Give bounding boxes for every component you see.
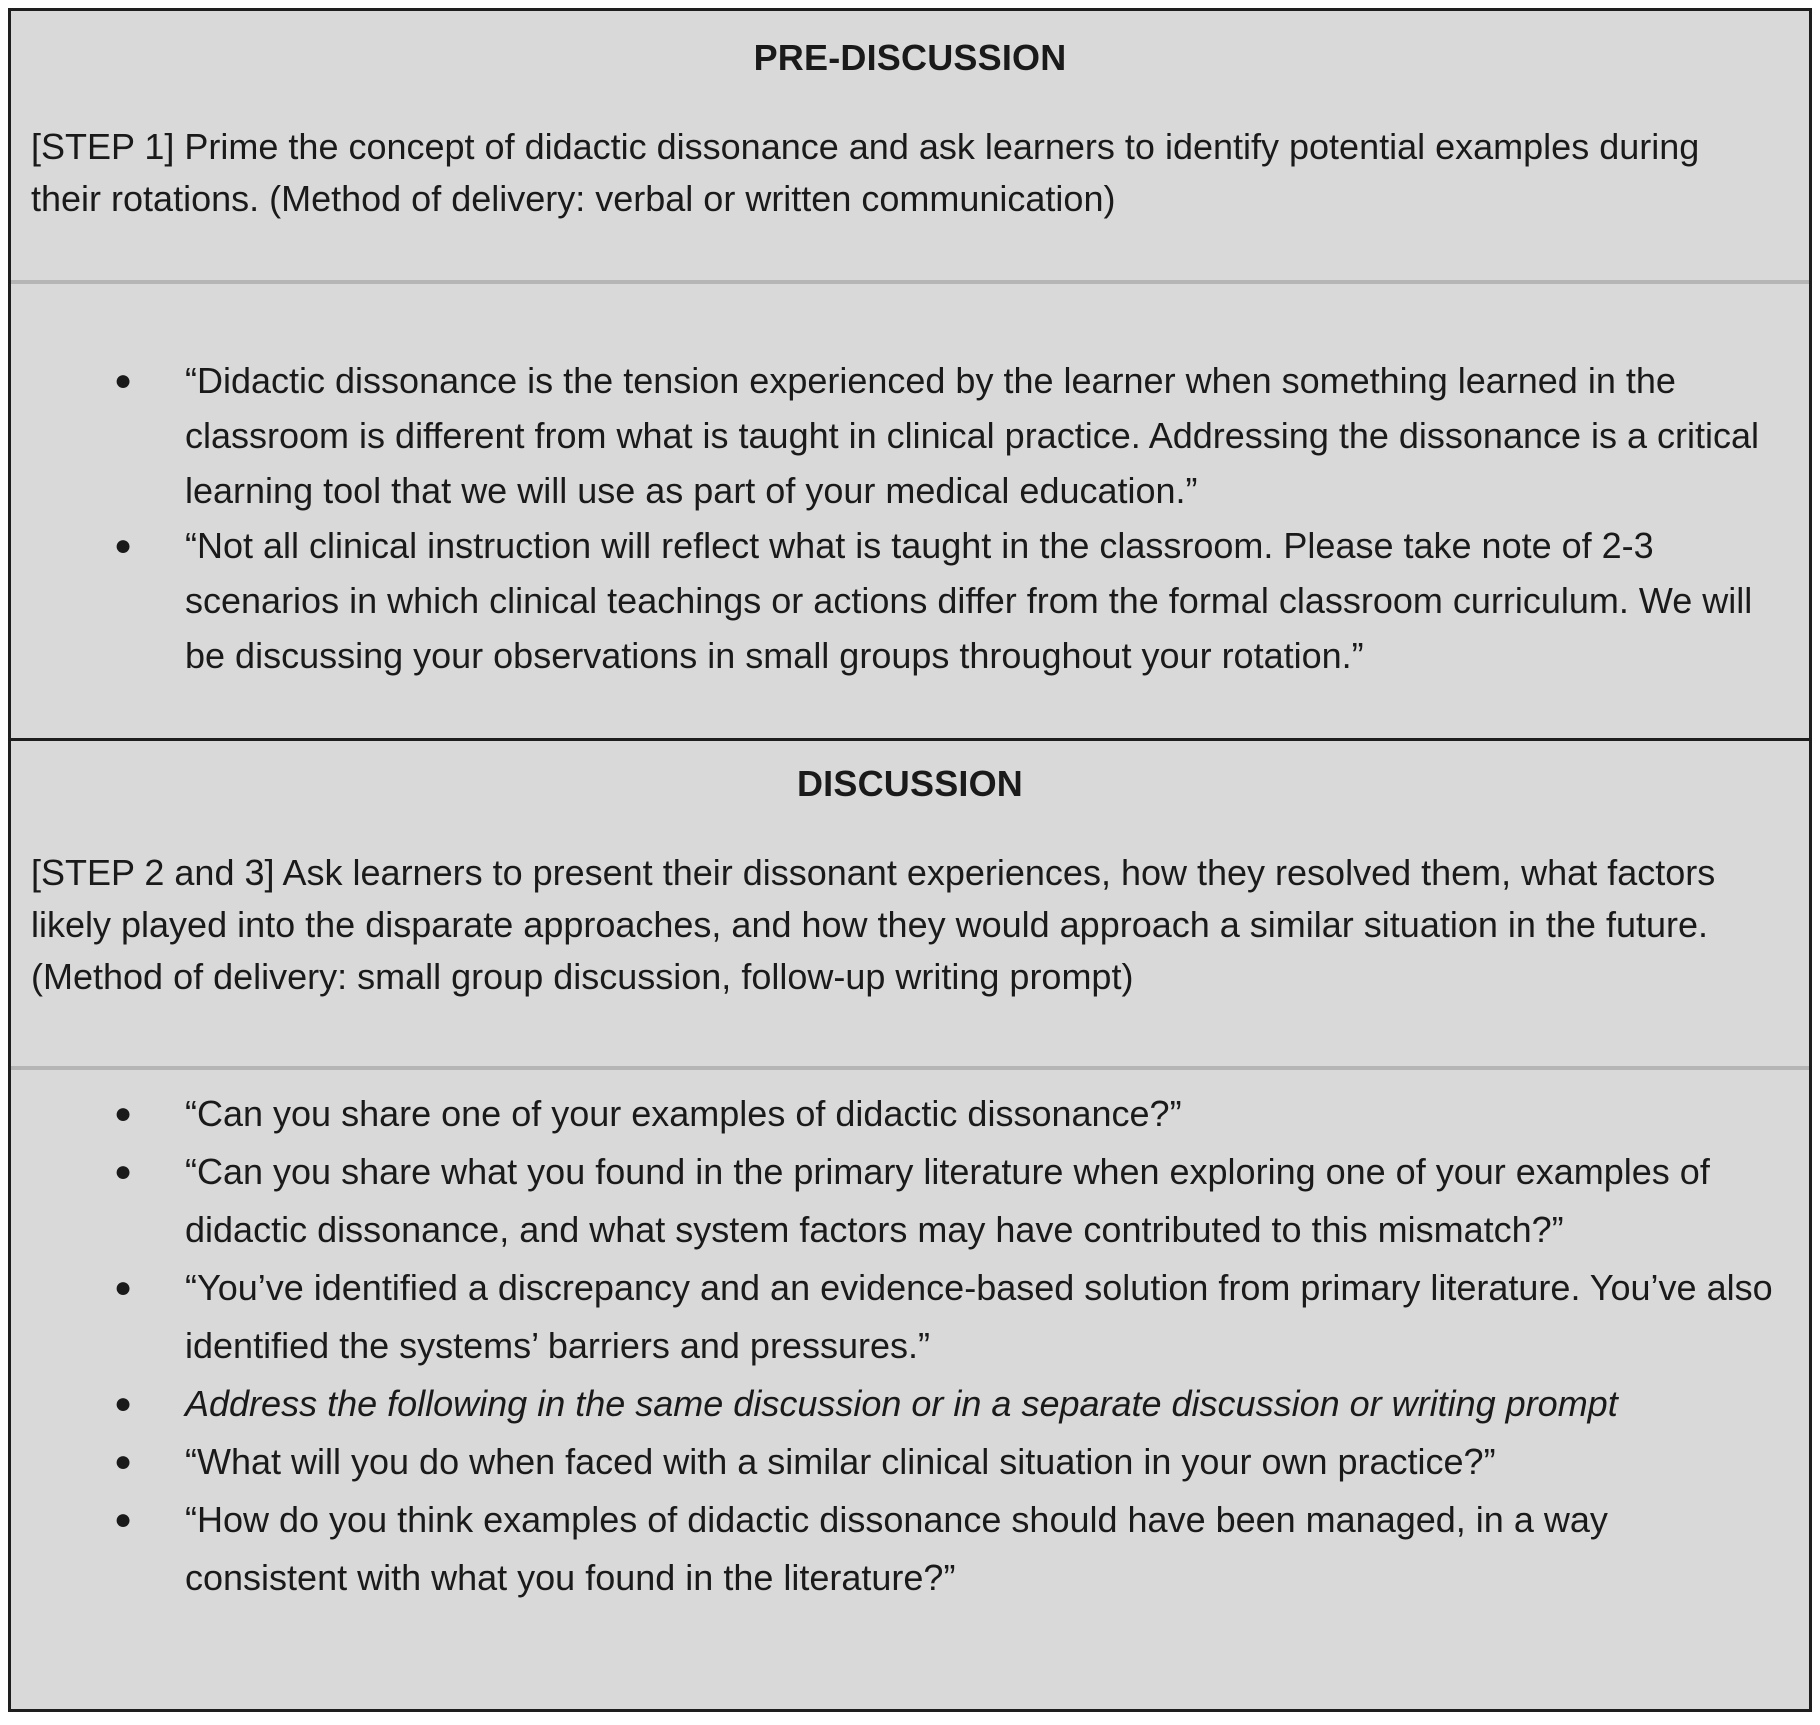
bullet-icon: ● xyxy=(114,364,133,397)
bullet-icon: ● xyxy=(114,1155,133,1188)
pre-discussion-divider xyxy=(11,280,1809,284)
list-item xyxy=(11,518,1809,683)
discussion-section xyxy=(11,741,1809,1709)
list-item xyxy=(11,1375,1809,1433)
discussion-divider xyxy=(11,1066,1809,1070)
framework-table xyxy=(8,8,1812,1712)
list-item-text: “What will you do when faced with a similar clinical situation in your own practice?” xyxy=(185,1441,1496,1482)
bullet-icon: ● xyxy=(114,1445,133,1478)
bullet-icon: ● xyxy=(114,529,133,562)
list-item xyxy=(11,1143,1809,1259)
list-item xyxy=(11,1259,1809,1375)
bullet-icon: ● xyxy=(114,1503,133,1536)
list-item-text: “Not all clinical instruction will reflect what is taught in the classroom. Please take note of 2-3 scenarios in which clinical teachings or actions differ from the formal classroom curriculum. We will be discussing your observations in small groups throughout your rotation.” xyxy=(185,525,1753,676)
pre-discussion-step: [STEP 1] Prime the concept of didactic dissonance and ask learners to identify potential examples during their rotations. (Method of delivery: verbal or written communication) xyxy=(31,126,1700,219)
list-item-text: “Can you share one of your examples of didactic dissonance?” xyxy=(185,1093,1182,1134)
pre-discussion-section xyxy=(11,11,1809,738)
list-item xyxy=(11,353,1809,518)
list-item xyxy=(11,1085,1809,1143)
bullet-icon: ● xyxy=(114,1097,133,1130)
discussion-heading: DISCUSSION xyxy=(796,763,1024,804)
list-item-text: “Didactic dissonance is the tension experienced by the learner when something learned in the classroom is different from what is taught in clinical practice. Addressing the dissonance is a critical learning tool that we will use as part of your medical education.” xyxy=(185,360,1760,511)
list-item-text: “Can you share what you found in the primary literature when exploring one of your examples of didactic dissonance, and what system factors may have contributed to this mismatch?” xyxy=(185,1151,1710,1250)
discussion-bullet-list xyxy=(11,1085,1809,1607)
list-item-text: “You’ve identified a discrepancy and an evidence-based solution from primary literature. You’ve also identified the systems’ barriers and pressures.” xyxy=(185,1267,1773,1366)
list-item xyxy=(11,1491,1809,1607)
list-item-text: “How do you think examples of didactic dissonance should have been managed, in a way consistent with what you found in the literature?” xyxy=(185,1499,1608,1598)
list-item xyxy=(11,1433,1809,1491)
list-item-text: Address the following in the same discussion or in a separate discussion or writing prompt xyxy=(185,1383,1618,1424)
pre-discussion-heading: PRE-DISCUSSION xyxy=(753,37,1067,78)
bullet-icon: ● xyxy=(114,1271,133,1304)
pre-discussion-bullet-list xyxy=(11,353,1809,683)
bullet-icon: ● xyxy=(114,1387,133,1420)
discussion-step: [STEP 2 and 3] Ask learners to present their dissonant experiences, how they resolved them, what factors likely played into the disparate approaches, and how they would approach a similar situation in the future. (Method of delivery: small group discussion, follow-up writing prompt) xyxy=(31,852,1716,997)
